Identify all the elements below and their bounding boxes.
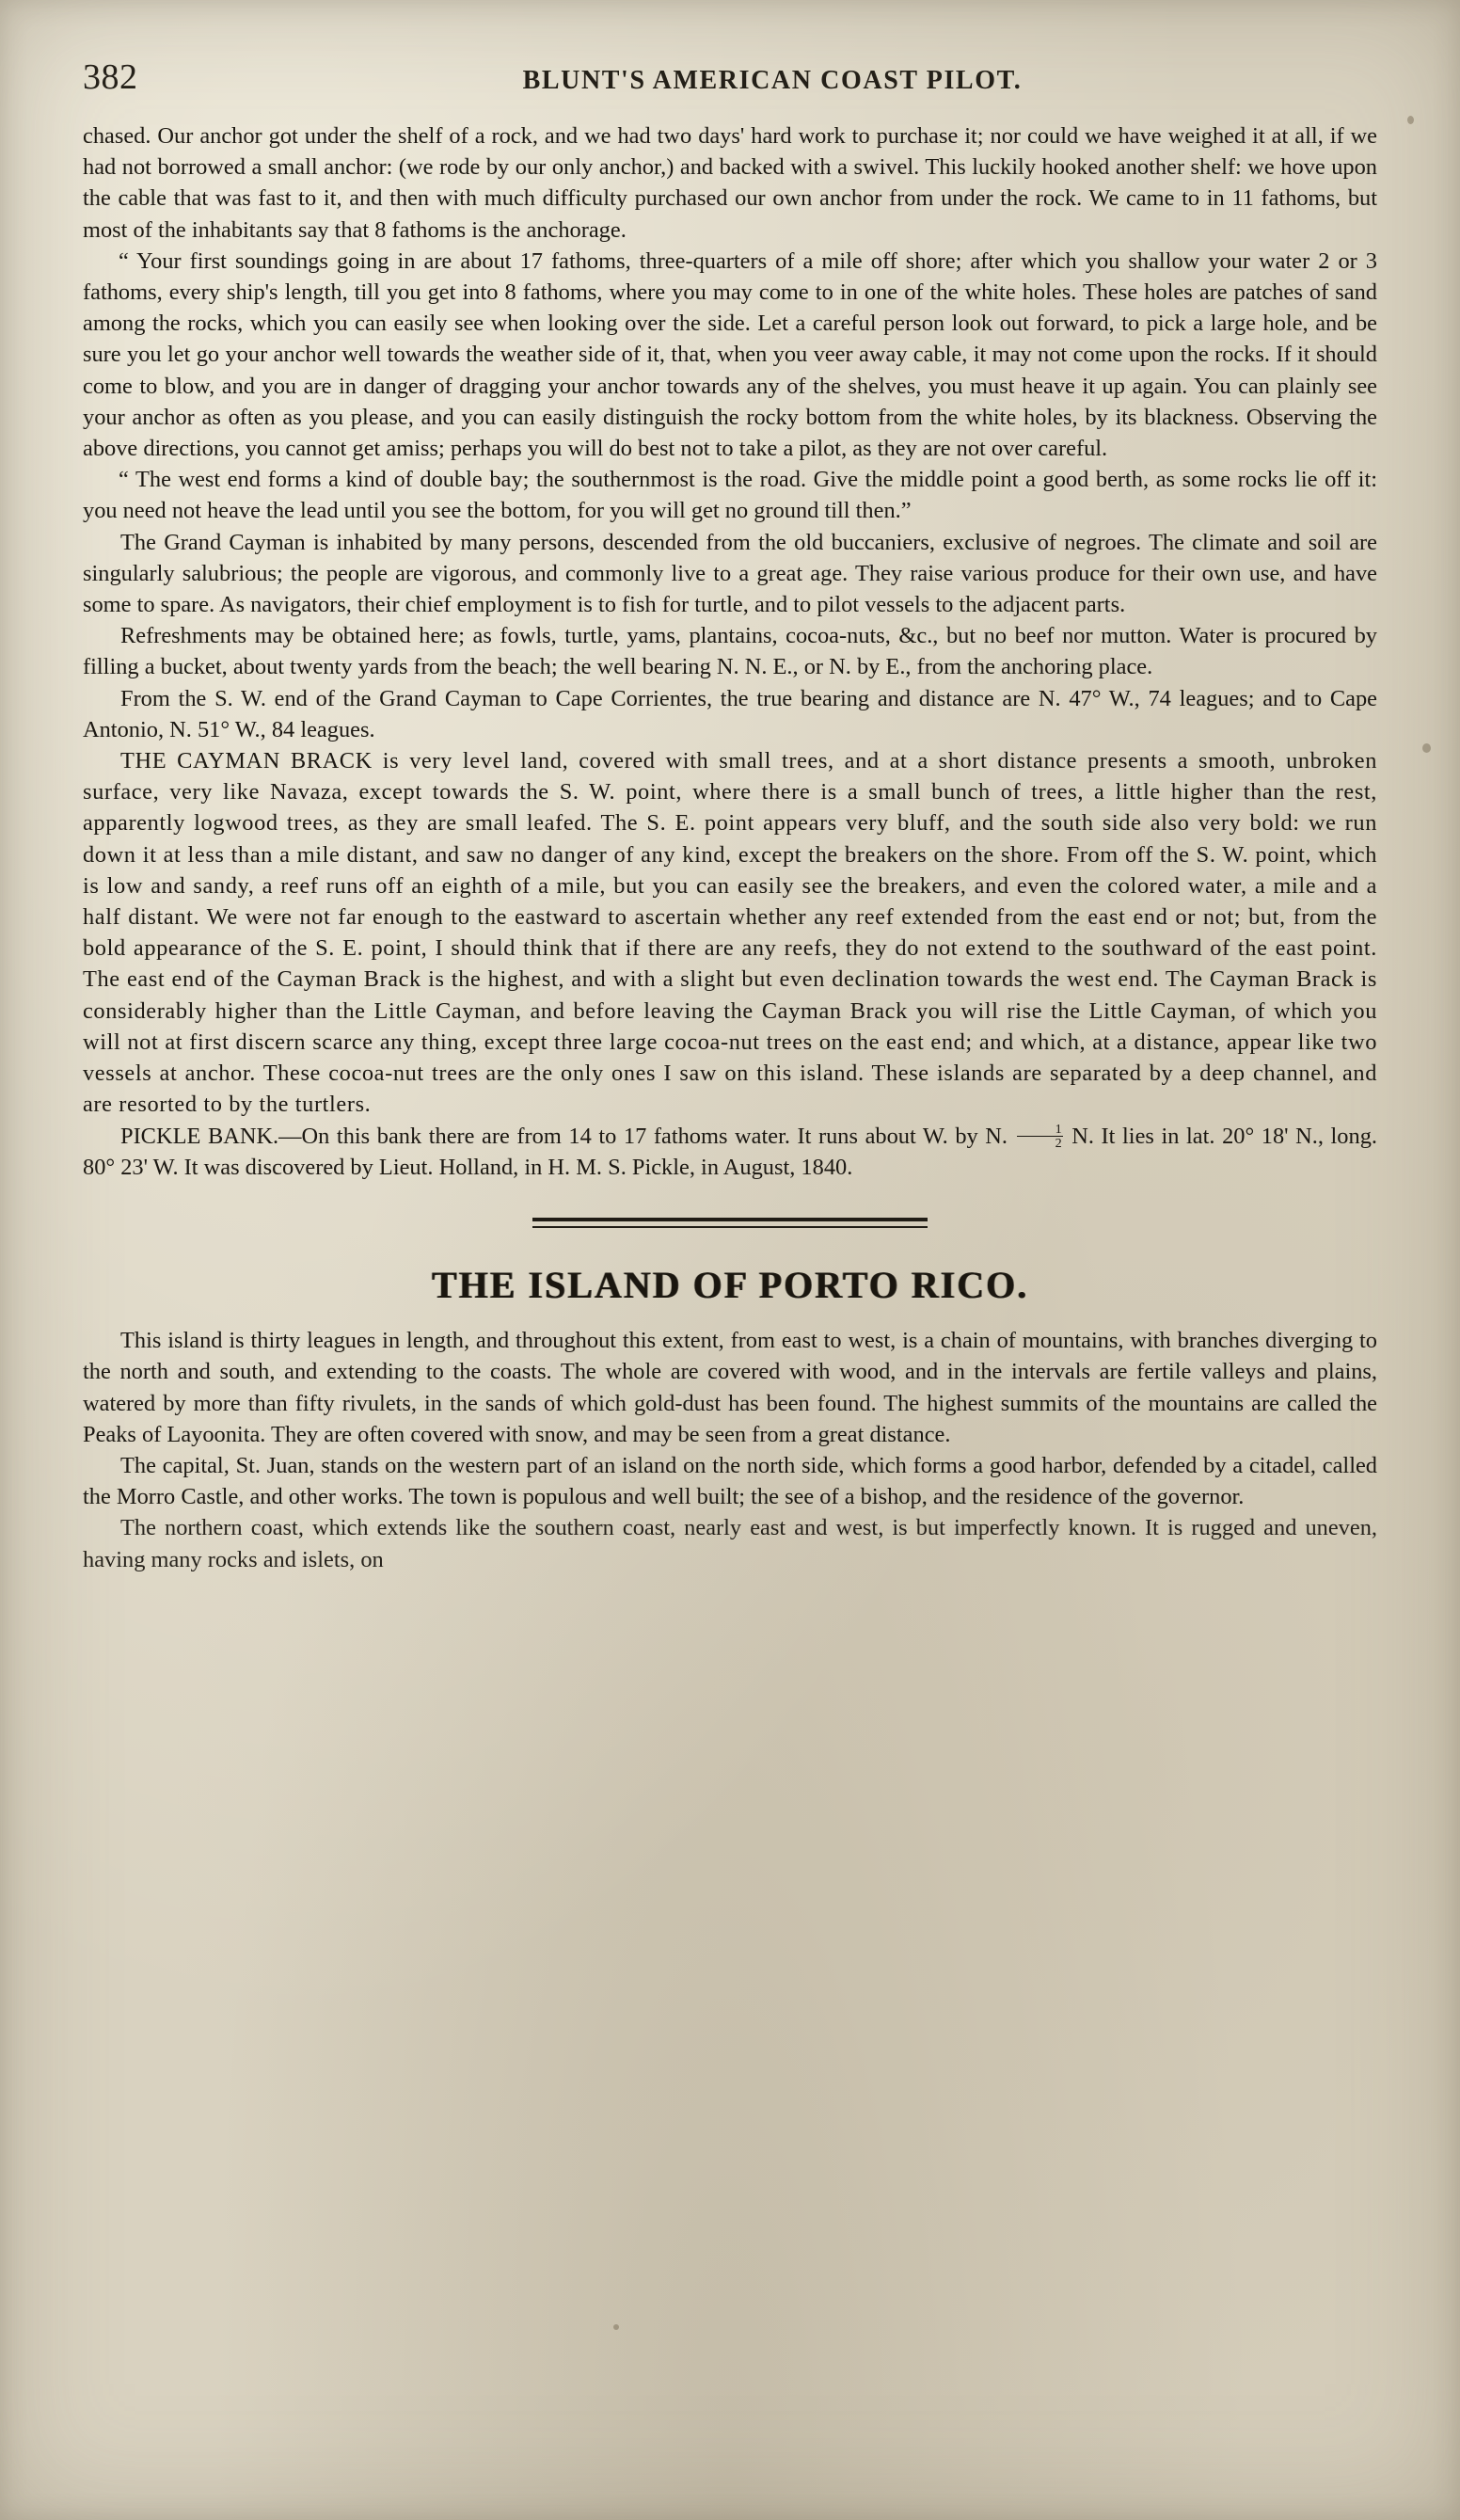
pickle-bank-text-after: N. It lies in lat. 20° 18' N., long. 80° 23' W. It was discovered by Lieut. Holland, in H. M. S. Pickle, in August, 1840. [83, 1123, 1377, 1180]
paragraph: The northern coast, which extends like the southern coast, nearly east and west, is but imperfectly known. It is rugged and uneven, having many rocks and islets, on [83, 1515, 1377, 1572]
paragraph: chased. Our anchor got under the shelf of a rock, and we had two days' hard work to purchase it; nor could we have weighed it at all, if we had not borrowed a small anchor: (we rode by our only anchor,) and backed with a swivel. This luckily hooked another shelf: we hove upon the cable that was fast to it, and then with much difficulty purchased our own anchor from under the rock. We came to in 11 fathoms, but most of the inhabitants say that 8 fathoms is the anchorage. [83, 123, 1377, 243]
paragraph: The capital, St. Juan, stands on the western part of an island on the north side, which forms a good harbor, defended by a citadel, called the Morro Castle, and other works. The town is populous and well built; the see of a bishop, and the residence of the governor. [83, 1452, 1377, 1510]
rule-thin-line [532, 1226, 928, 1228]
rule-thick-line [532, 1218, 928, 1221]
running-head [83, 56, 1377, 115]
paragraph: THE CAYMAN BRACK is very level land, covered with small trees, and at a short distance presents a smooth, unbroken surface, very like Navaza, except towards the S. W. point, where there is a small bunch of trees, a little higher than the rest, apparently logwood trees, as they are small leafed. The S. E. point appears very bluff, and the south side also very bold: we run down it at less than a mile distant, and saw no danger of any kind, except the breakers on the shore. From off the S. W. point, which is low and sandy, a reef runs off an eighth of a mile, but you can easily see the breakers, and even the colored water, a mile and a half distant. We were not far enough to the eastward to ascertain whether any reef extended from the east end or not; but, from the bold appearance of the S. E. point, I should think that if there are any reefs, they do not extend to the southward of the east point. The east end of the Cayman Brack is the highest, and with a slight but even declination towards the west end. The Cayman Brack is considerably higher than the Little Cayman, and before leaving the Cayman Brack you will rise the Little Cayman, of which you will not at first discern scarce any thing, except three large cocoa-nut trees on the east end; and which, at a distance, appear like two vessels at anchor. These cocoa-nut trees are the only ones I saw on this island. These islands are separated by a deep channel, and are resorted to by the turtlers. [83, 748, 1377, 1118]
fraction-denominator: 2 [1055, 1136, 1062, 1152]
paragraph: This island is thirty leagues in length, and throughout this extent, from east to west, is a chain of mountains, with branches diverging to the north and south, and extending to the coasts. The whole are covered with wood, and in the intervals are fertile valleys and plains, watered by more than fifty rivulets, in the sands of which gold-dust has been found. The highest summits of the mountains are called the Peaks of Layoonita. They are often covered with snow, and may be seen from a great distance. [83, 1328, 1377, 1447]
paragraph: The Grand Cayman is inhabited by many persons, descended from the old buccaniers, exclusive of negroes. The climate and soil are singularly salubrious; the people are vigorous, and commonly live to a great age. They raise various produce for their own use, and have some to spare. As navigators, their chief employment is to fish for turtle, and to pilot vessels to the adjacent parts. [83, 529, 1377, 618]
section-heading: THE ISLAND OF PORTO RICO. [431, 1263, 1029, 1306]
paragraph: “ The west end forms a kind of double bay; the southernmost is the road. Give the middle point a good berth, as some rocks lie off it: you need not heave the lead until you see the bottom, for you will get no ground till then.” [83, 467, 1377, 524]
body-text [83, 120, 1377, 1575]
paragraph-pickle-bank [83, 1121, 1377, 1183]
paragraph: Refreshments may be obtained here; as fowls, turtle, yams, plantains, cocoa-nuts, &c., but no beef nor mutton. Water is procured by filling a bucket, about twenty yards from the beach; the well bearing N. N. E., or N. by E., from the anchoring place. [83, 623, 1377, 680]
paper-speck [1422, 743, 1431, 753]
fraction-one-half [1017, 1123, 1063, 1150]
fraction-numerator: 1 [1017, 1123, 1063, 1137]
page-number: 382 [83, 57, 138, 97]
paragraph: From the S. W. end of the Grand Cayman to Cape Corrientes, the true bearing and distance are N. 47° W., 74 leagues; and to Cape Antonio, N. 51° W., 84 leagues. [83, 685, 1377, 742]
pickle-bank-lead: PICKLE BANK.— [120, 1123, 302, 1149]
page-content [83, 56, 1377, 1575]
pickle-bank-text-before: On this bank there are from 14 to 17 fathoms water. It runs about W. by N. [301, 1123, 1015, 1149]
ornamental-rule [83, 1183, 1377, 1264]
paragraph: “ Your first soundings going in are about 17 fathoms, three-quarters of a mile off shore; after which you shallow your water 2 or 3 fathoms, every ship's length, till you get into 8 fathoms, where you may come to in one of the white holes. These holes are patches of sand among the rocks, which you can easily see when looking over the side. Let a careful person look out forward, to pick a large hole, and be sure you let go your anchor well towards the weather side of it, that, when you veer away cable, it may not come upon the rocks. If it should come to blow, and you are in danger of dragging your anchor towards any of the shelves, you must heave it up again. You can plainly see your anchor as often as you please, and you can easily distinguish the rocky bottom from the white holes, by its blackness. Observing the above directions, you cannot get amiss; perhaps you will do best not to take a pilot, as they are not over careful. [83, 247, 1377, 462]
running-title: BLUNT'S AMERICAN COAST PILOT. [522, 66, 1023, 95]
paper-speck [1407, 116, 1414, 124]
paper-speck [613, 2324, 619, 2330]
